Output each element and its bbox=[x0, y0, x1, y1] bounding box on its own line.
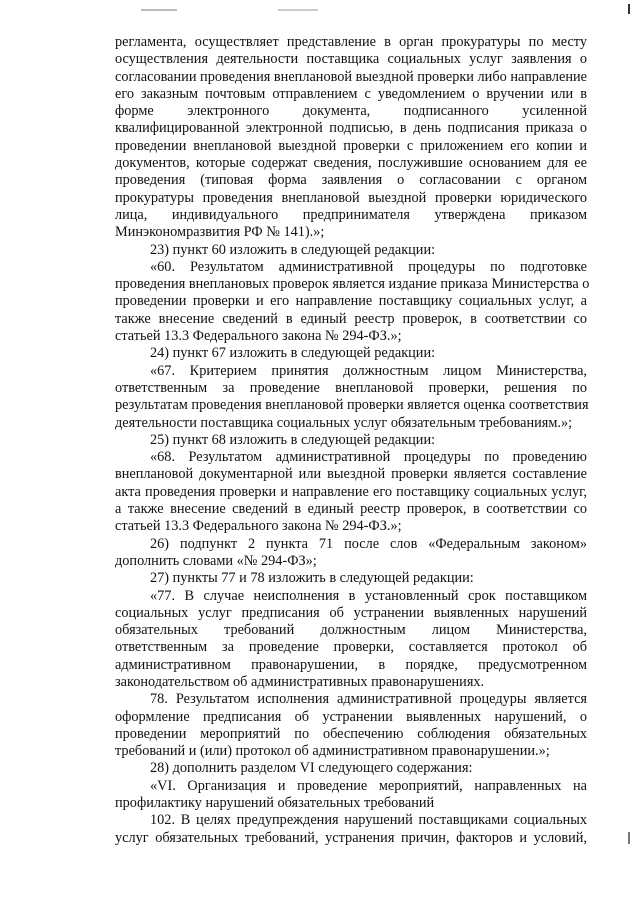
text-line: услуг обязательных требований, устранения причин, факторов и условий, bbox=[115, 829, 587, 846]
section-title: профилактику нарушений обязательных требований bbox=[115, 795, 435, 812]
text-line: ответственным за проведение внеплановой проверки, решения по bbox=[115, 379, 587, 396]
scan-artifact bbox=[141, 9, 177, 11]
text-line: форме электронного документа, подписанного усиленной bbox=[115, 103, 587, 120]
text-line: Минэкономразвития РФ № 141).»; bbox=[115, 224, 325, 241]
text-line: статьей 13.3 Федерального закона № 294-ФЗ.»; bbox=[115, 518, 402, 535]
amendment-heading: 24) пункт 67 изложить в следующей редакции: bbox=[150, 345, 436, 362]
text-line: внеплановой документарной или выездной проверки является составление bbox=[115, 466, 587, 483]
text-line: согласовании проведения внеплановой выездной проверки либо направление bbox=[115, 68, 587, 85]
section-title: «VI. Организация и проведение мероприятий, направленных на bbox=[150, 777, 587, 794]
text-line: оформление предписания об устранении выявленных нарушений, о bbox=[115, 708, 587, 725]
scan-artifact bbox=[628, 4, 630, 14]
amendment-heading: 26) подпункт 2 пункта 71 после слов «Федеральным законом» bbox=[150, 535, 587, 552]
text-line: социальных услуг предписания об устранении выявленных нарушений bbox=[115, 604, 587, 621]
text-line: требований и (или) протокол об административном правонарушении.»; bbox=[115, 743, 550, 760]
text-line: регламента, осуществляет представление в орган прокуратуры по месту bbox=[115, 34, 587, 50]
scan-artifact bbox=[278, 9, 318, 11]
text-line: статьей 13.3 Федерального закона № 294-ФЗ.»; bbox=[115, 328, 402, 345]
text-line: проведении мероприятий по обеспечению соблюдения обязательных bbox=[115, 725, 587, 742]
text-line: результатам проведения внеплановой проверки является оценка соответствия bbox=[115, 397, 589, 414]
text-line: «67. Критерием принятия должностным лицом Министерства, bbox=[150, 362, 587, 379]
text-line: прокуратуры проведения внеплановой выездной проверки юридического bbox=[115, 189, 587, 206]
text-line: «68. Результатом административной процедуры по проведению bbox=[150, 449, 587, 466]
text-line: квалифицированной электронной подписью, в день подписания приказа о bbox=[115, 120, 587, 137]
text-line: также внесение сведений в единый реестр проверок, в соответствии со bbox=[115, 310, 587, 327]
text-line: «77. В случае неисполнения в установленный срок поставщиком bbox=[150, 587, 587, 604]
amendment-heading: 25) пункт 68 изложить в следующей редакции: bbox=[150, 431, 436, 448]
text-line: проведения внеплановых проверок является издание приказа Министерства о bbox=[115, 276, 590, 293]
text-line: а также внесение сведений в единый реестр проверок, в соответствии со bbox=[115, 501, 587, 518]
amendment-heading: 27) пункты 77 и 78 изложить в следующей редакции: bbox=[150, 570, 474, 587]
amendment-heading: 23) пункт 60 изложить в следующей редакции: bbox=[150, 241, 436, 258]
text-line: обязательных требований должностным лицом Министерства, bbox=[115, 622, 587, 639]
text-line: 78. Результатом исполнения административной процедуры является bbox=[150, 691, 587, 708]
text-line: дополнить словами «№ 294-ФЗ»; bbox=[115, 552, 317, 569]
text-line: его заказным почтовым отправлением с уведомлением о вручении или в bbox=[115, 85, 587, 102]
document-page bbox=[115, 34, 590, 847]
text-line: лица, индивидуального предпринимателя утверждена приказом bbox=[115, 206, 587, 223]
text-line: «60. Результатом административной процедуры по подготовке bbox=[150, 258, 587, 275]
text-line: административном правонарушении, в порядке, предусмотренном bbox=[115, 656, 587, 673]
text-line: проведении внеплановой выездной проверки с приложением его копии и bbox=[115, 137, 587, 154]
text-line: проведении проверки и его направление поставщику социальных услуг, а bbox=[115, 293, 587, 310]
text-line: документов, которые содержат сведения, послужившие основанием для ее bbox=[115, 155, 587, 172]
text-line: 102. В целях предупреждения нарушений поставщиками социальных bbox=[150, 812, 587, 829]
text-line: деятельности поставщика социальных услуг обязательным требованиям.»; bbox=[115, 414, 573, 431]
scan-artifact bbox=[628, 832, 630, 844]
text-line: ответственным за проведение проверки, составляется протокол об bbox=[115, 639, 587, 656]
text-line: проведения (типовая форма заявления о согласовании с органом bbox=[115, 172, 587, 189]
text-line: осуществления деятельности поставщика социальных услуг заявления о bbox=[115, 51, 587, 68]
text-line: законодательством об административных правонарушениях. bbox=[115, 673, 485, 690]
text-line: акта проведения проверки и направление его поставщику социальных услуг, bbox=[115, 483, 587, 500]
amendment-heading: 28) дополнить разделом VI следующего содержания: bbox=[150, 760, 473, 777]
